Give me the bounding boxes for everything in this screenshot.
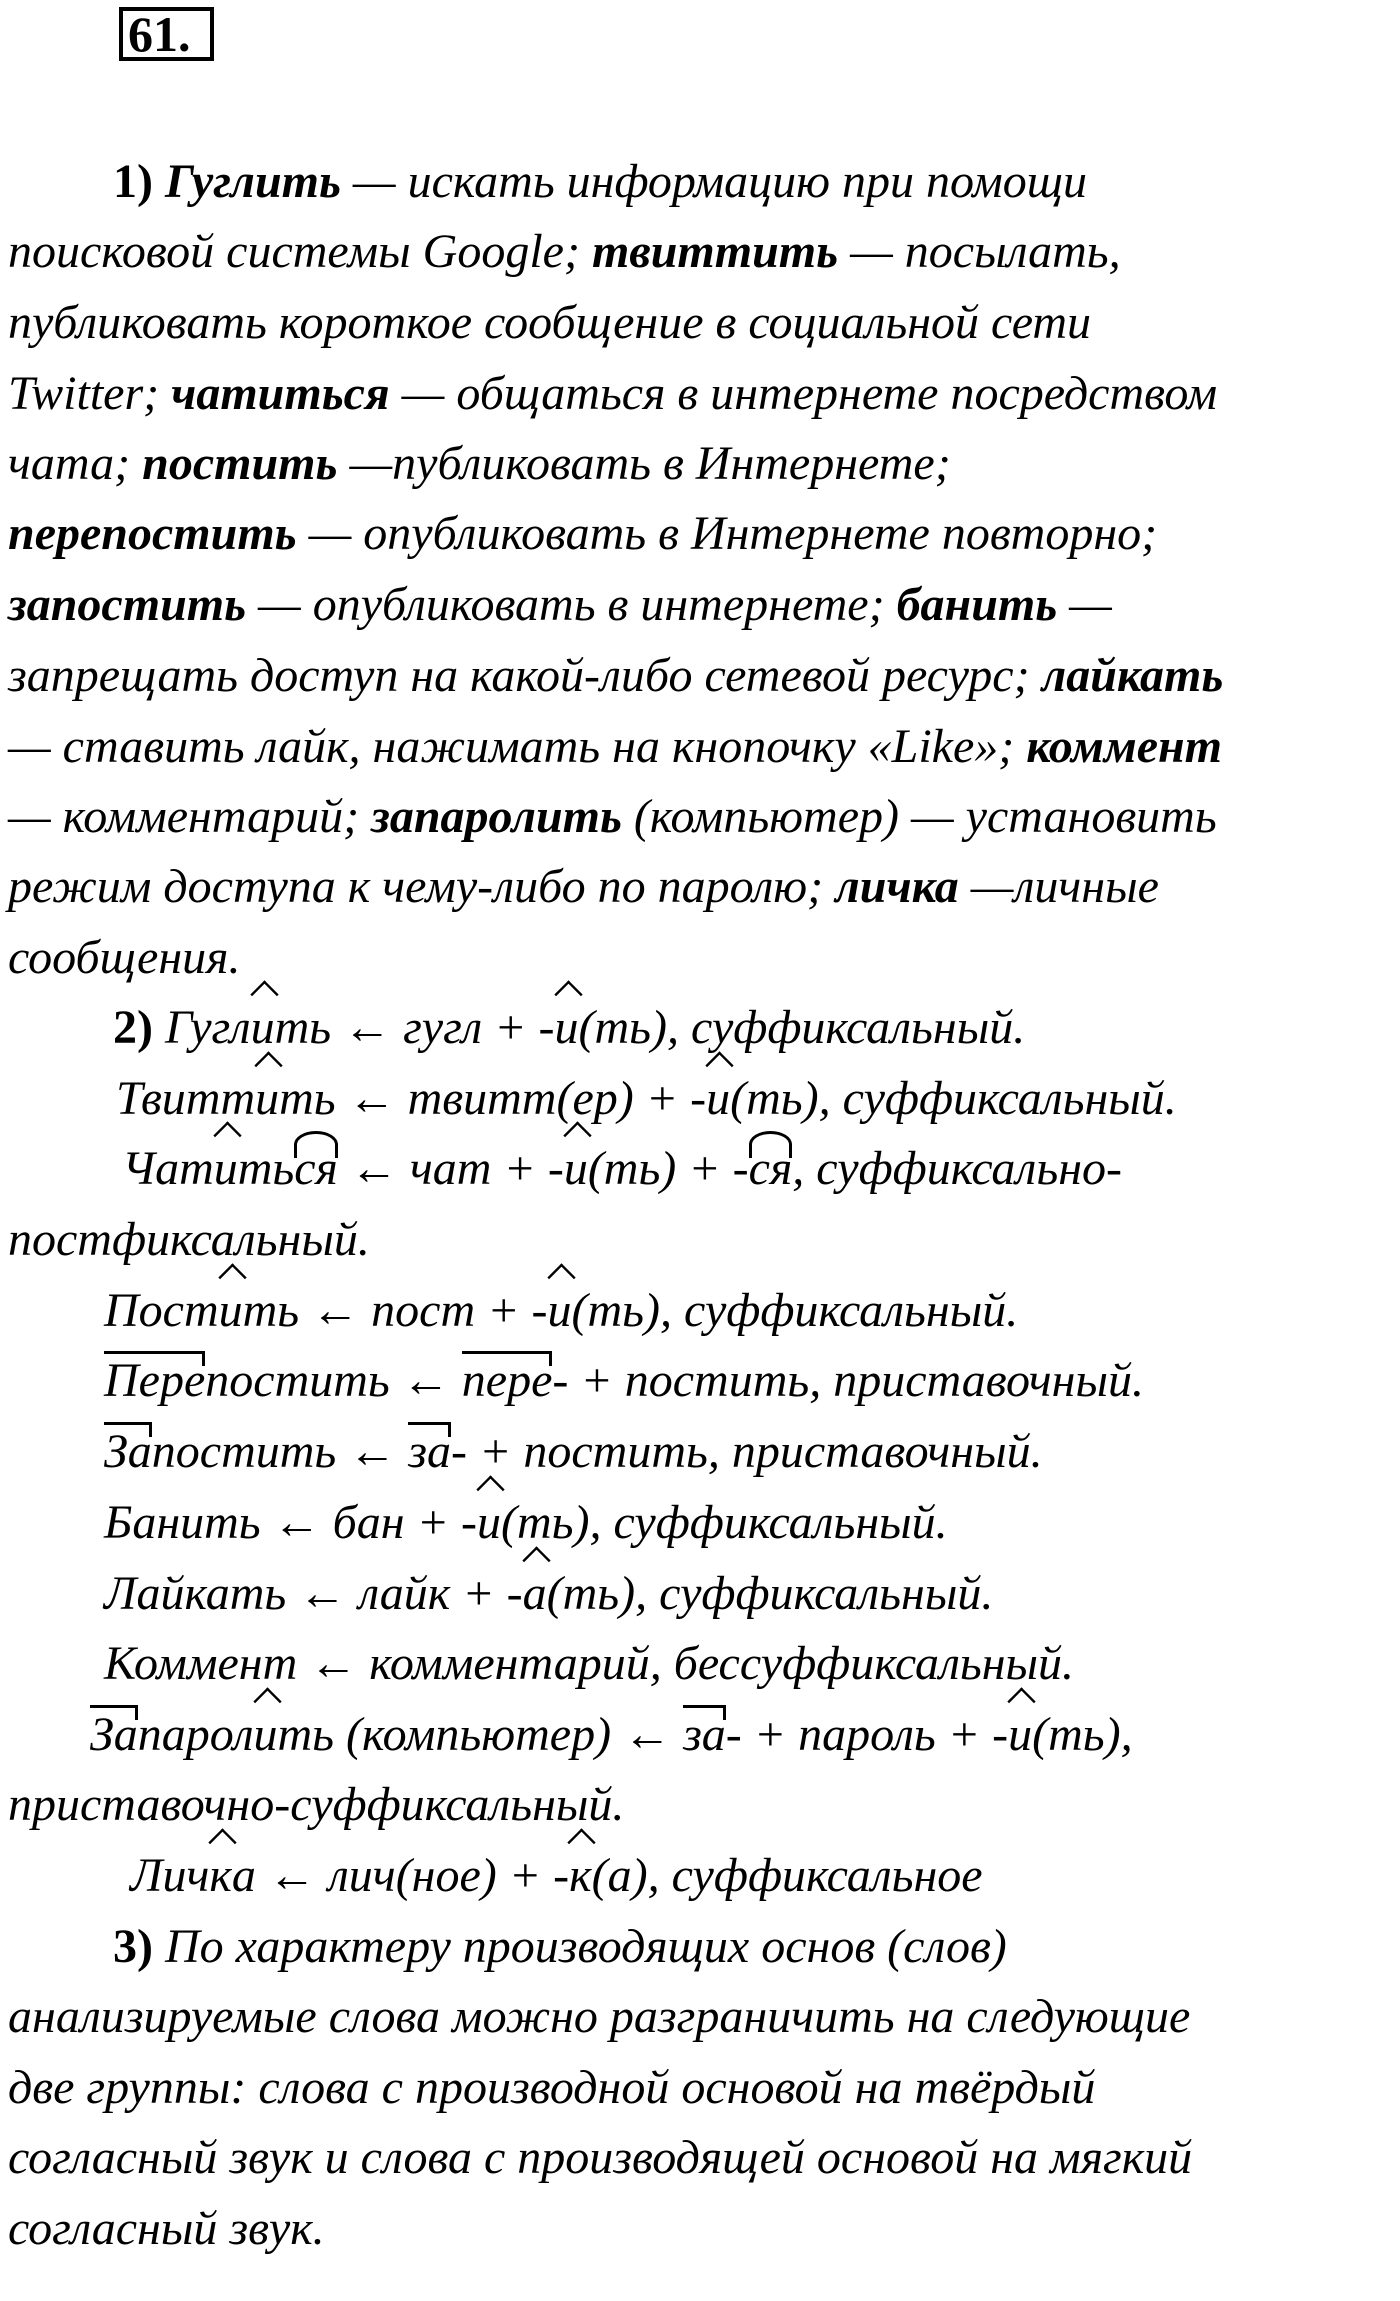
definition: поисковой системы Google; [8,225,592,278]
s3-line-1 [113,1919,1007,1975]
term: чатиться [171,367,390,420]
text: ть ← пост + - [242,1284,548,1337]
text: парол [137,1708,254,1761]
s2-row-11 [130,1848,983,1904]
suffix-mark: и [1008,1708,1033,1761]
suffix-mark: а [522,1567,547,1620]
text: (ть), [1032,1708,1133,1761]
definition: Twitter; [8,367,172,420]
text: (ть), суффиксальный. [500,1496,948,1549]
text: (ть), суффиксальный. [571,1284,1019,1337]
prefix-mark: За [90,1708,138,1761]
text: Твитт [116,1072,256,1125]
prefix-mark: пере [461,1354,553,1407]
term: запаролить [371,790,622,843]
s1-line-12: сообщения. [8,931,241,984]
prefix-mark: за [408,1425,451,1478]
term: постить [142,437,338,490]
text: Чат [122,1142,214,1195]
s1-line-9 [8,719,1222,775]
definition: — общаться в интернете посредством [389,367,1218,420]
text: постить ← [205,1354,462,1407]
s1-line-10 [8,789,1217,845]
suffix-mark: и [213,1142,238,1195]
s2-row-10 [90,1707,1133,1763]
s2-row-10-cont: приставочно-суффиксальный. [8,1778,625,1831]
postfix-mark: ся [748,1142,793,1195]
text: Банить ← бан + - [104,1496,477,1549]
suffix-mark: и [706,1072,731,1125]
text: ть ← твитт(ер) + - [279,1072,707,1125]
s1-line-4 [8,366,1217,422]
text: ть ← гугл + - [274,1001,555,1054]
s1-line-11 [8,859,1159,915]
suffix-mark: и [218,1284,243,1337]
s2-row-2 [116,1071,1177,1127]
text: , суффиксально- [792,1142,1122,1195]
postfix-mark: ся [294,1142,338,1195]
s1-line-2 [8,224,1121,280]
definition: —публиковать в Интернете; [337,437,951,490]
s2-row-1 [113,1000,1025,1056]
term: Гуглить [164,155,341,208]
suffix-mark: к [209,1849,232,1902]
suffix-mark: и [547,1284,572,1337]
text: (ть), суффиксальный. [578,1001,1026,1054]
text: Лайкать ← лайк + - [104,1567,523,1620]
term: перепостить [8,507,297,560]
suffix-mark: и [253,1708,278,1761]
s1-line-7 [8,577,1112,633]
s2-row-6 [104,1424,1043,1480]
definition: — посылать, [838,225,1121,278]
prefix-mark: Пере [104,1354,206,1407]
suffix-mark: к [569,1849,592,1902]
text: (ть) + - [587,1142,749,1195]
s3-line-3: две группы: слова с производной основой на твёрдый [8,2061,1096,2114]
suffix-mark: и [255,1072,280,1125]
term: личка [835,860,959,913]
suffix-mark: и [563,1142,588,1195]
term: твиттить [591,225,839,278]
text: Пост [104,1284,219,1337]
text: (ть), суффиксальный. [546,1567,994,1620]
term: банить [896,578,1058,631]
s2-row-3 [122,1141,1122,1197]
definition: — искать информацию при помощи [340,155,1088,208]
text: ть [237,1142,295,1195]
term: коммент [1026,720,1222,773]
s3-line-4: согласный звук и слова с производящей основой на мягкий [8,2131,1193,2184]
text: ← чат + - [337,1142,564,1195]
s2-row-4 [104,1283,1018,1339]
s2-row-3-cont: постфиксальный. [8,1213,370,1266]
term: запостить [8,578,247,631]
s1-line-1 [113,154,1087,210]
text: По характеру производящих основ (слов) [152,1920,1007,1973]
s2-row-7 [104,1495,948,1551]
definition: — опубликовать в интернете; [246,578,897,631]
text: Гугл [152,1001,251,1054]
definition: чата; [8,437,143,490]
suffix-mark: и [554,1001,579,1054]
s2-row-8 [104,1566,993,1622]
text: постить ← [151,1425,409,1478]
term: лайкать [1041,649,1224,702]
suffix-mark: и [250,1001,275,1054]
definition: запрещать доступ на какой-либо сетевой ресурс; [8,649,1042,702]
s1-line-6 [8,506,1157,562]
item-number: 3) [113,1920,153,1973]
s1-line-5 [8,436,951,492]
prefix-mark: За [104,1425,152,1478]
s1-line-8 [8,648,1223,704]
s2-row-9: Коммент ← комментарий, бессуффиксальный. [104,1637,1075,1690]
exercise-number: 61. [128,6,191,62]
text: (ть), суффиксальный. [730,1072,1177,1125]
prefix-mark: за [683,1708,726,1761]
s2-row-5 [104,1353,1144,1409]
item-number: 2) [113,1001,153,1054]
definition: (компьютер) — установить [621,790,1217,843]
definition: — опубликовать в Интернете повторно; [296,507,1158,560]
text: - + постить, приставочный. [450,1425,1043,1478]
definition: — [1057,578,1112,631]
s3-line-5: согласный звук. [8,2202,325,2255]
item-number: 1) [113,155,153,208]
s1-line-3: публиковать короткое сообщение в социальной сети [8,296,1092,349]
text: (а), суффиксальное [591,1849,983,1902]
text: а ← лич(ное) + - [231,1849,570,1902]
definition: — комментарий; [8,790,372,843]
definition: режим доступа к чему-либо по паролю; [8,860,836,913]
text: ть (компьютер) ← [277,1708,684,1761]
definition: —личные [958,860,1159,913]
text: - + пароль + - [725,1708,1009,1761]
suffix-mark: и [476,1496,501,1549]
text: Лич [130,1849,210,1902]
definition: — ставить лайк, нажимать на кнопочку «Like»; [8,720,1027,773]
s3-line-2: анализируемые слова можно разграничить на следующие [8,1990,1191,2043]
text: - + постить, приставочный. [552,1354,1144,1407]
